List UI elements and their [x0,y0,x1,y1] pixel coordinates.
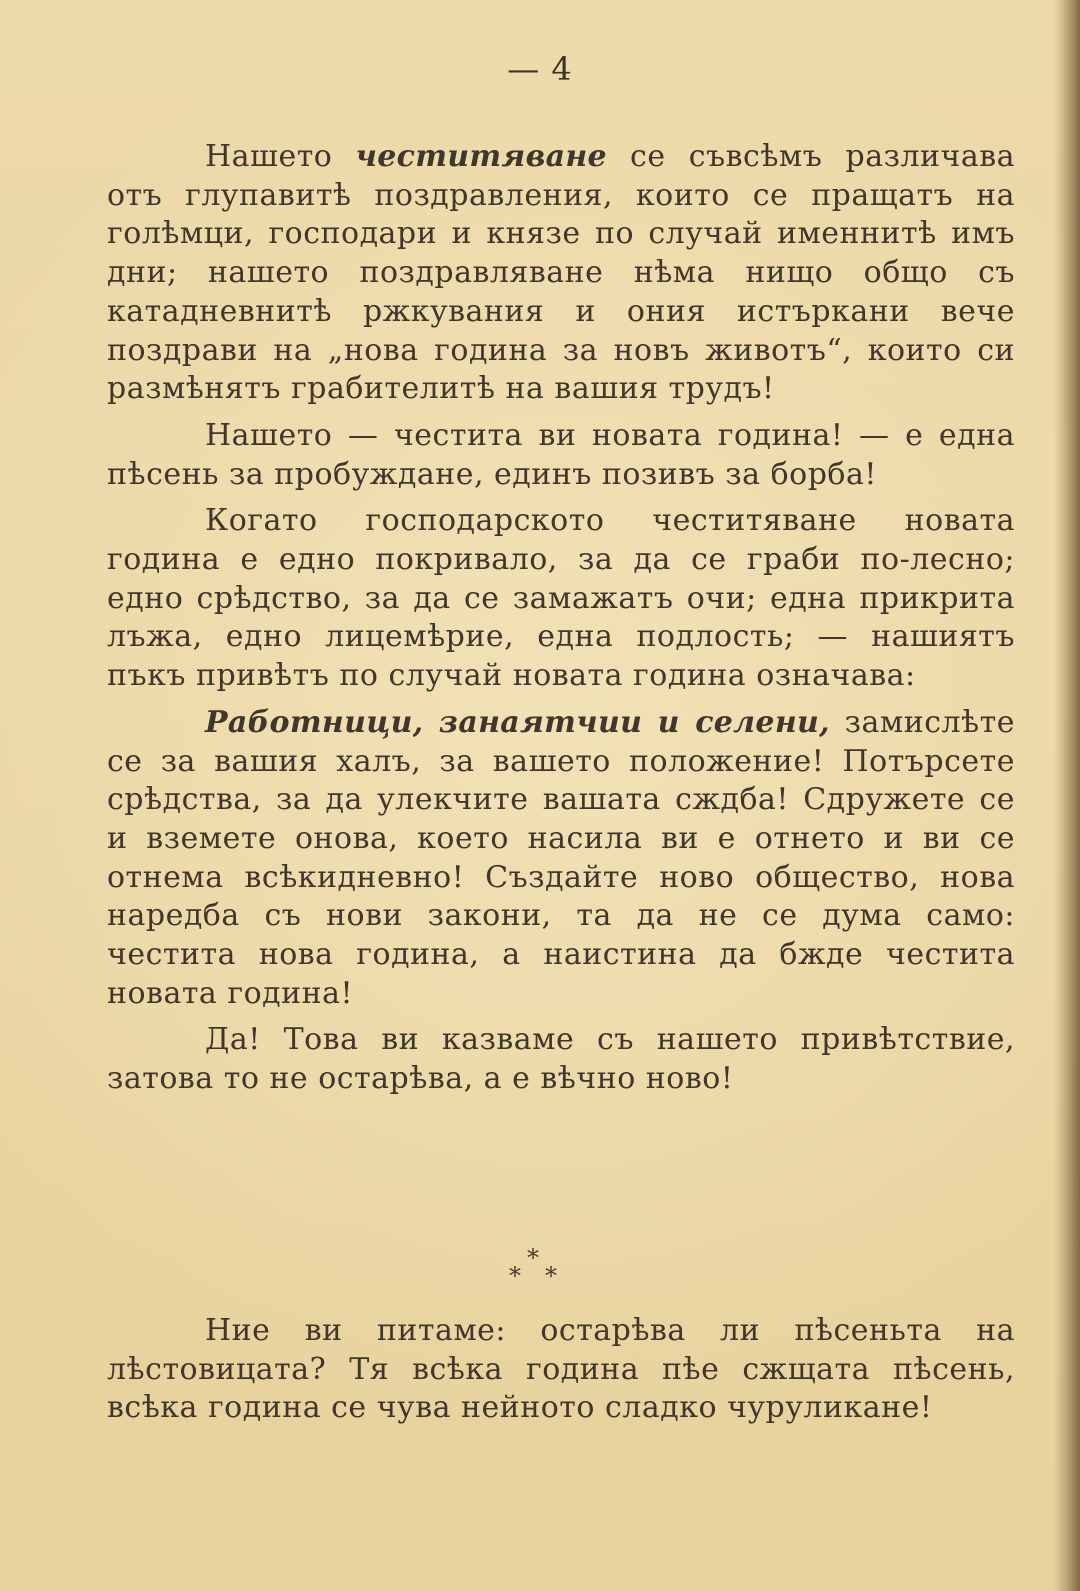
paragraph-6: Ние ви питаме: остарѣва ли пѣсеньта на лѣстовицата? Тя всѣка година пѣе сжщата пѣсень, всѣка година се чува нейното сладко чуруликане! [107,1313,1015,1426]
paragraph-5: Да! Това ви казваме съ нашето привѣтствие, затова то не остарѣва, а е вѣчно ново! [107,1022,1015,1097]
separator-asterisk-left: * [509,1262,521,1290]
paragraph-1-start: Нашето [205,139,333,174]
section-separator [506,1244,576,1290]
paragraph-1-rest: се съвсѣмъ различава отъ глупавитѣ поздравления, които се пращатъ на голѣмци, господари и князе по случай именнитѣ имъ дни; нашето поздравляване нѣма нищо общо съ катадневнитѣ ржкувания и ония истъркани вече поздрави на „нова година за новъ животъ“, които си размѣнятъ грабителитѣ на вашия трудъ! [107,139,1015,407]
main-text [107,138,1015,1099]
paragraph-3: Когато господарското честитяване новата година е едно покривало, за да се граби по-лесно; едно срѣдство, за да се замажатъ очи; една прикрита лъжа, едно лицемѣрие, една подлость; — нашиятъ пъкъ привѣтъ по случай новата година означава: [107,503,1015,694]
paragraph-1-emphasis: честитяване [355,139,607,174]
paragraph-1 [107,138,1015,409]
separator-asterisk-right: * [545,1262,557,1290]
separator-asterisk-top: * [527,1244,539,1272]
page-edge-shadow [1054,0,1080,1591]
paragraph-4-rest: замислѣте се за вашия халъ, за вашето положение! Потърсете срѣдства, за да улекчите вашата сждба! Сдружете се и вземете онова, което насила ви е отнето и ви се отнема всѣкидневно! Създайте ново общество, нова наредба съ нови закони, та да не се дума само: честита нова година, а наистина да бжде честита новата година! [107,704,1015,1011]
paragraph-2: Нашето — честита ви новата година! — е една пѣсень за пробуждане, единъ позивъ за борба! [107,417,1015,492]
paragraph-4 [107,704,1015,1014]
page-number: — 4 [507,50,573,88]
paragraph-4-emphasis: Работници, занаятчии и селени, [205,704,830,740]
